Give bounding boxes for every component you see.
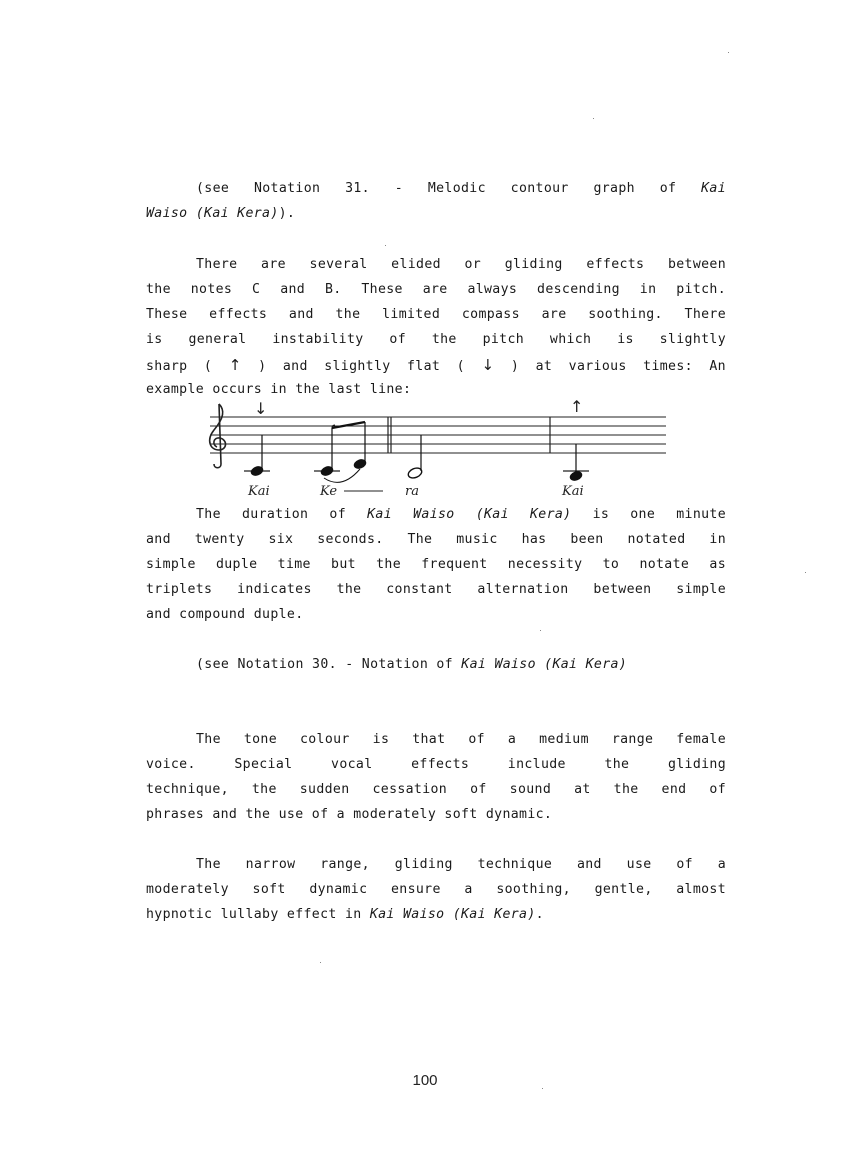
text-span: . (535, 907, 544, 922)
italic-title: Kai Waiso (Kai Kera) (461, 657, 628, 672)
paragraph-5-line-2: voice. Special vocal effects include the gliding (146, 757, 726, 772)
music-notation-excerpt (200, 398, 670, 500)
lyric-syllable: ra (405, 484, 419, 499)
text-span: sharp ( (146, 359, 213, 374)
paragraph-5-line-4: phrases and the use of a moderately soft dynamic. (146, 807, 553, 822)
paragraph-3-line-3: simple duple time but the frequent necessity to notate as (146, 557, 726, 572)
paragraph-2-line-3: These effects and the limited compass are soothing. There (146, 307, 726, 322)
scan-speck (385, 245, 386, 246)
paragraph-3-line-2: and twenty six seconds. The music has been notated in (146, 532, 726, 547)
italic-title: Kai (701, 181, 726, 196)
paragraph-3-line-5: and compound duple. (146, 607, 304, 622)
beam (332, 422, 365, 428)
scan-speck (593, 118, 594, 119)
note-heads (249, 457, 583, 482)
pitch-up-arrow: ↑ (570, 398, 584, 416)
notation-30-reference (196, 657, 726, 673)
paragraph-3-line-4: triplets indicates the constant alternation between simple (146, 582, 726, 597)
up-arrow-icon: ↑ (228, 356, 242, 374)
italic-title: Kai Waiso (Kai Kera) (367, 507, 572, 522)
lyric-syllable: Ke (320, 484, 338, 499)
scan-speck (728, 52, 729, 53)
paragraph-2-line-6: example occurs in the last line: (146, 382, 412, 397)
lyric-syllable: Kai (248, 484, 270, 499)
lyric-syllables (247, 484, 584, 499)
paragraph-2-line-1: There are several elided or gliding effects between (196, 257, 726, 272)
paragraph-6-line-2: moderately soft dynamic ensure a soothing, gentle, almost (146, 882, 726, 897)
paragraph-2-line-5 (146, 357, 726, 375)
text-span: ) at various times: An (510, 359, 726, 374)
page-number: 100 (412, 1072, 438, 1089)
paragraph-5-line-1: The tone colour is that of a medium range female (196, 732, 726, 747)
scan-speck (805, 572, 806, 573)
paragraph-5-line-3: technique, the sudden cessation of sound at the end of (146, 782, 726, 797)
staff-lines (210, 417, 666, 453)
note-stems (262, 422, 576, 472)
scan-speck (540, 630, 541, 631)
text-span: (see Notation 31. - Melodic contour graph of (196, 181, 677, 196)
notation-31-reference-line-1 (196, 181, 726, 197)
pitch-down-arrow: ↓ (254, 399, 268, 418)
down-arrow-icon: ↓ (481, 356, 495, 374)
scan-speck (542, 1088, 543, 1089)
scan-speck (320, 962, 321, 963)
lyric-syllable: Kai (562, 484, 584, 499)
paragraph-2-line-4: is general instability of the pitch which is slightly (146, 332, 726, 347)
paragraph-2-line-2: the notes C and B. These are always descending in pitch. (146, 282, 726, 297)
italic-title: Waiso (Kai Kera) (146, 206, 279, 221)
text-span: hypnotic lullaby effect in (146, 907, 362, 922)
paragraph-6-line-3 (146, 907, 726, 923)
notation-31-reference-line-2 (146, 206, 726, 222)
paragraph-6-line-1: The narrow range, gliding technique and use of a (196, 857, 726, 872)
treble-clef-icon (210, 404, 226, 468)
text-span: is one minute (592, 507, 726, 522)
italic-title: Kai Waiso (Kai Kera) (369, 907, 536, 922)
paragraph-3-line-1 (196, 507, 726, 523)
text-span: ) and slightly flat ( (258, 359, 465, 374)
text-span: ). (278, 206, 296, 221)
text-span: The duration of (196, 507, 347, 522)
text-span: (see Notation 30. - Notation of (196, 657, 453, 672)
